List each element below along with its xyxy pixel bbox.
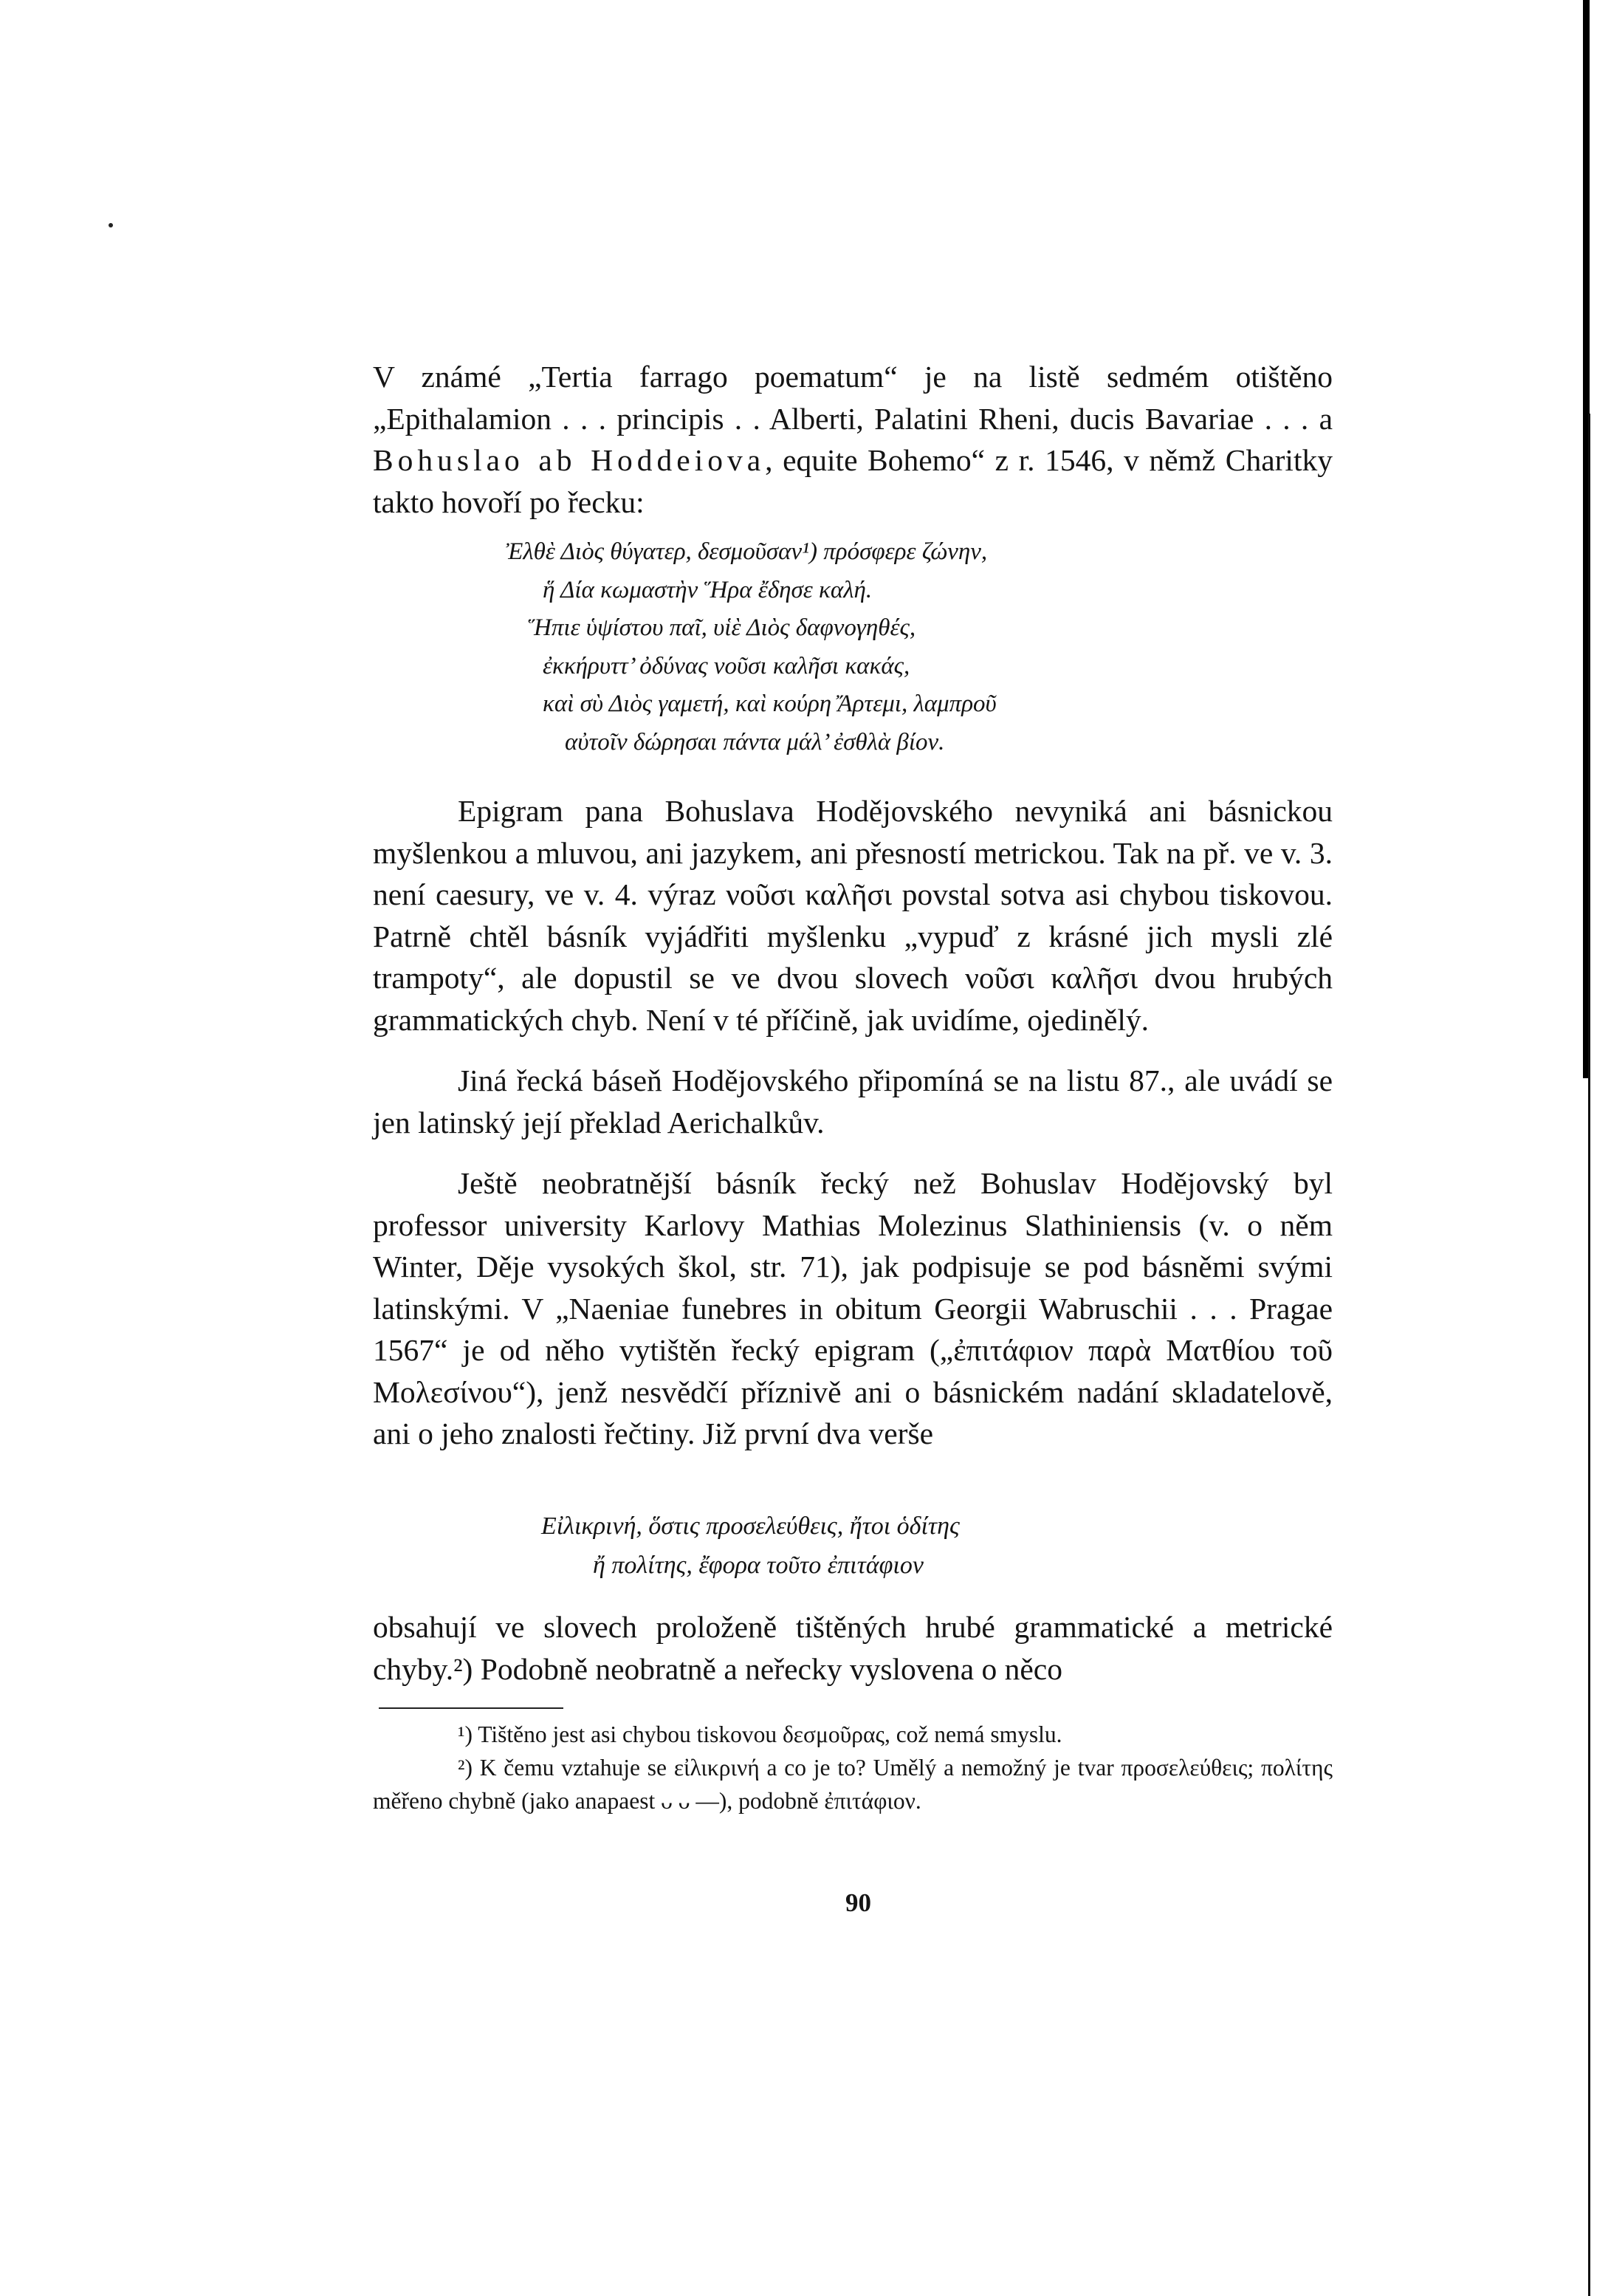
- paragraph-jina: Jiná řecká báseň Hodějovského připomíná se na listu 87., ale uvádí se jen latinský její překlad Aerichalkův.: [373, 1063, 1333, 1140]
- page-edge-line: [1588, 414, 1590, 2296]
- greek-poem: [373, 533, 1333, 761]
- stray-mark: [109, 223, 113, 227]
- greek-verse-quote: [373, 1507, 1333, 1585]
- paragraph-jeste: Ještě neobratnější básník řecký než Bohuslav Hodějovský byl professor university Karlovy Mathias Molezinus Slathiniensis (v. o něm Winter, Děje vysokých škol, str. 71), jak podpisuje se pod básněmi svými latinskými. V „Naeniae funebres in obitum Georgii Wabruschii . . . Pragae 1567“ je od něho vytištěn řecký epigram („ἐπιτάφιον παρὰ Ματθίου τοῦ Μολεσίνου“), jenž nesvědčí příznivě ani o básnickém nadání skladatelově, ani o jeho znalosti řečtiny. Již první dva verše: [373, 1166, 1333, 1450]
- greek-poem-line: Ἥπιε ὑψίστου παῖ, υἱὲ Διὸς δαφνογηθές,: [528, 614, 916, 641]
- greek-poem-line: καὶ σὺ Διὸς γαμετή, καὶ κούρη Ἄρτεμι, λαμπροῦ: [543, 690, 997, 717]
- footnote-1: ¹) Tištěno jest asi chybou tiskovou δεσμοῦρας, což nemá smyslu.: [458, 1721, 1062, 1747]
- greek-poem-line: Ἐλθὲ Διὸς θύγατερ, δεσμοῦσαν¹) πρόσφερε ζώνην,: [506, 538, 988, 565]
- page-number: 90: [845, 1888, 871, 1917]
- obsahuji-text: obsahují ve slovech proloženě tištěných hrubé grammatické a metrické chyby.²) Podobně neobratně a neřecky vyslovena o něco: [373, 1610, 1333, 1686]
- body-text: [373, 790, 1333, 1455]
- paragraph-obsahuji: [373, 1606, 1333, 1690]
- spaced-name: Bohuslao ab Hoddeiova: [373, 443, 766, 477]
- paragraph-epigram: Epigram pana Bohuslava Hodějovského nevyniká ani básnickou myšlenkou a mluvou, ani jazykem, ani přesností metrickou. Tak na př. ve v. 3. není caesury, ve v. 4. výraz νοῦσι καλῆσι povstal sotva asi chybou tiskovou. Patrně chtěl básník vyjádřiti myšlenku „vypuď z krásné jich mysli zlé trampoty“, ale dopustil se ve dvou slovech νοῦσι καλῆσι dvou hrubých grammatických chyb. Není v té příčině, jak uvidíme, ojedinělý.: [373, 794, 1333, 1037]
- greek-poem-line: ἐκκήρυττ’ ὀδύνας νοῦσι καλῆσι κακάς,: [543, 652, 910, 679]
- greek-verse-line: Εἰλικρινή, ὅστις προσελεύθεις, ἤτοι ὁδίτης: [541, 1512, 960, 1540]
- footnote-divider: [379, 1707, 563, 1709]
- greek-verse-line: ἤ πολίτης, ἔφορα τοῦτο ἐπιτάφιον: [593, 1552, 924, 1579]
- greek-poem-line: ἥ Δία κωμαστὴν Ἥρα ἔδησε καλή.: [543, 576, 873, 603]
- intro-text: V známé „Tertia farrago poematum“ je na listě sedmém otištěno „Epithalamion . . . principis . . Alberti, Palatini Rheni, ducis Bavariae . . . a Bohuslao ab Hoddeiova, equite Bohemo“ z r. 1546, v němž Charitky takto hovoří po řecku:: [373, 360, 1333, 519]
- footnotes: [373, 1718, 1333, 1817]
- footnote-2: ²) K čemu vztahuje se εἰλικρινή a co je to? Umělý a nemožný je tvar προσελεύθεις; πολίτης měřeno chybně (jako anapaest ᴗ ᴗ —), podobně ἐπιτάφιον.: [373, 1755, 1333, 1814]
- greek-poem-line: αὐτοῖν δώρησαι πάντα μάλ’ ἐσθλὰ βίον.: [565, 728, 945, 755]
- paragraph-intro: [373, 356, 1333, 523]
